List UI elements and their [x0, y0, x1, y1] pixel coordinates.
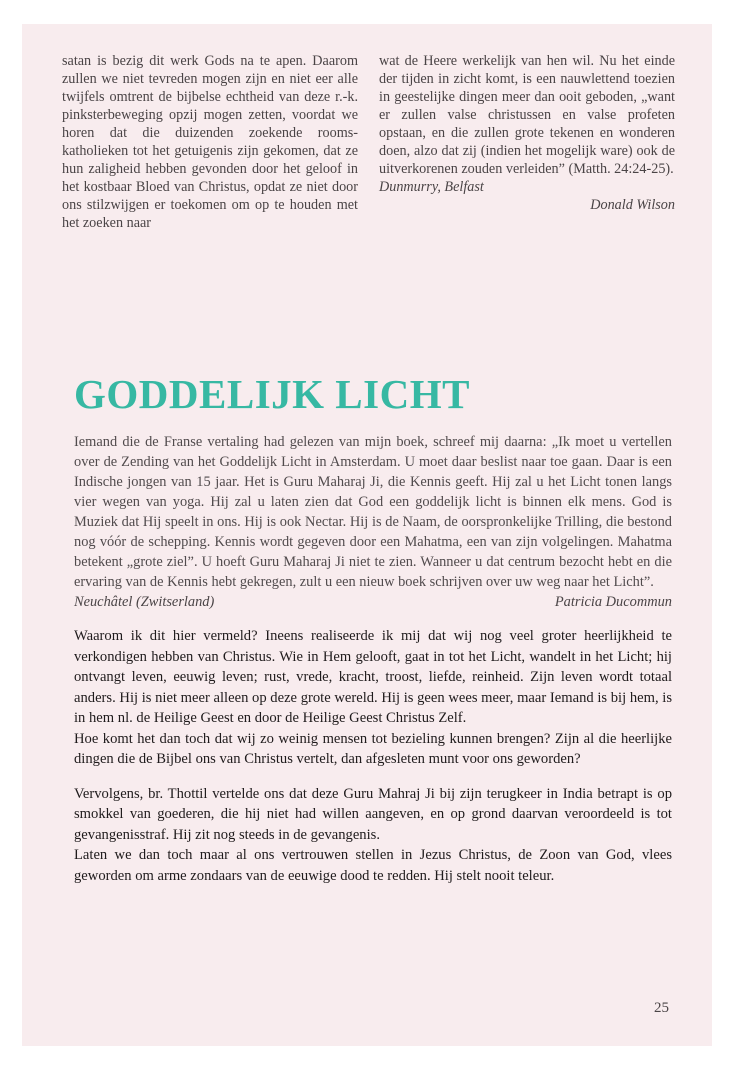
- article-heading: GODDELIJK LICHT: [74, 371, 470, 417]
- letter-author: Patricia Ducommun: [554, 594, 672, 610]
- column-right: [379, 52, 675, 214]
- column-left-text: satan is bezig dit werk Gods na te apen. Daarom zullen we niet tevreden mogen zijn en niet eer alle twijfels omtrent de bijbelse echtheid van deze r.-k. pinksterbeweging opzij mogen zetten, voordat we horen dat die duizenden zoekende rooms-katholieken tot het getuigenis zijn gekomen, dat ze hun zaligheid hebben gevonden door het geloof in het kostbaar Bloed van Christus, opdat ze niet door ons stilzwijgen er toekomen om op te houden met het zoeken naar: [62, 53, 358, 231]
- location-signature: Dunmurry, Belfast: [379, 179, 484, 195]
- commentary: [74, 626, 672, 886]
- author-signature: Donald Wilson: [590, 197, 675, 213]
- paragraph: Vervolgens, br. Thottil vertelde ons dat deze Guru Mahraj Ji bij zijn terugkeer in India betrapt is op smokkel van goederen, die hij niet had willen aangeven, en op grond daarvan veroordeeld is tot gevangenisstraf. Hij zit nog steeds in de gevangenis.: [74, 785, 672, 843]
- column-left: [62, 52, 358, 232]
- quoted-letter: Iemand die de Franse vertaling had gelezen van mijn boek, schreef mij daarna: „Ik moet u vertellen over de Zending van het Goddelijk Licht in Amsterdam. U moet daar beslist naar toe gaan. Daar is een Indische jongen van 15 jaar. Het is Guru Maharaj Ji, die Kennis geeft. Hij zal u het Licht tonen langs vier wegen van yoga. Hij zal u laten zien dat God een goddelijk licht is binnen elk mens. God is Muziek dat Hij speelt in ons. Hij is ook Nectar. Hij is de Naam, de oorspronkelijke Trilling, die bestond nog vóór de schepping. Kennis wordt gegeven door een Mahatma, een van zijn volgelingen. Mahatma betekent „grote ziel”. U hoeft Guru Maharaj Ji niet te zien. Wanneer u dat centrum bezocht hebt en die ervaring van de Kennis hebt gekregen, zult u een nieuw boek schrijven over uw weg naar het Licht”.: [74, 434, 672, 590]
- column-right-text: wat de Heere werkelijk van hen wil. Nu het einde der tijden in zicht komt, is een nauwlettend toezien in geestelijke dingen meer dan ooit geboden, „want er zullen valse christussen en valse profeten opstaan, en die zullen grote tekenen en wonderen doen, alzo dat zij (indien het mogelijk ware) ook de uitverkorenen zouden verleiden” (Matth. 24:24-25).: [379, 53, 675, 177]
- paragraph: Laten we dan toch maar al ons vertrouwen stellen in Jezus Christus, de Zoon van God, vlees geworden om arme zondaars van de eeuwige dood te redden. Hij stelt nooit teleur.: [74, 847, 672, 884]
- letter-location: Neuchâtel (Zwitserland): [74, 594, 215, 610]
- letter-signature-line: [74, 592, 672, 612]
- article-body: [74, 432, 672, 886]
- page-number: 25: [654, 1000, 669, 1016]
- page: [22, 24, 712, 1046]
- paragraph: Waarom ik dit hier vermeld? Ineens realiseerde ik mij dat wij nog veel groter heerlijkheid te verkondigen hebben van Christus. Wie in Hem gelooft, gaat in tot het Licht, wandelt in het Licht; hij ontvangt leven, eeuwig leven; rust, vrede, kracht, troost, liefde, reinheid. Zijn leven wordt totaal anders. Hij is niet meer alleen op deze grote wereld. Hij is geen wees meer, maar Iemand is bij hem, is in hem nl. de Heilige Geest en door de Heilige Geest Christus Zelf.: [74, 628, 672, 726]
- paragraph: Hoe komt het dan toch dat wij zo weinig mensen tot bezieling kunnen brengen? Zijn al die heerlijke dingen die de Bijbel ons van Christus vertelt, dan afgesleten munt voor ons geworden?: [74, 730, 672, 767]
- paragraph-gap: [74, 770, 672, 784]
